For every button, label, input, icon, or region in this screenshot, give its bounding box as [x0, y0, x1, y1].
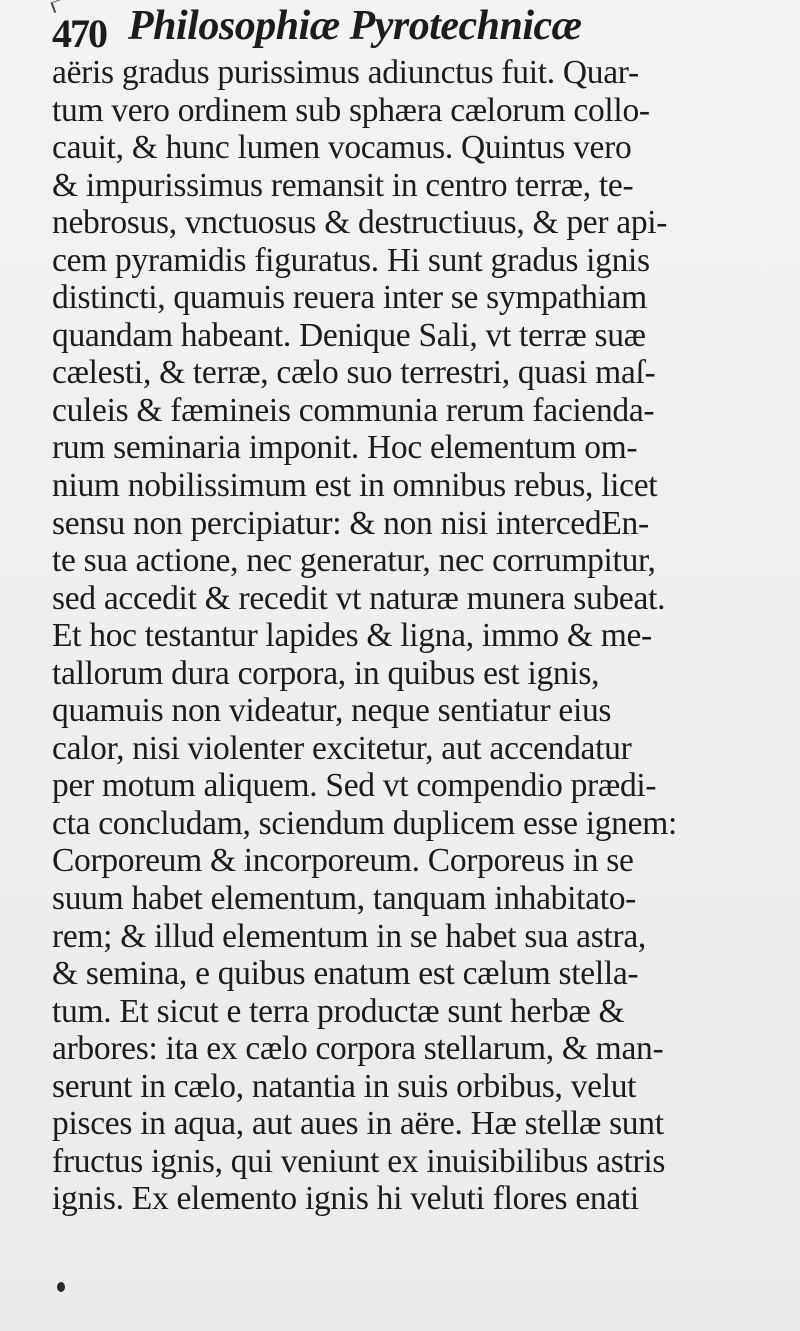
- text-line: & impurissimus remansit in centro terræ, te-: [52, 166, 634, 204]
- ink-blot: [57, 1282, 65, 1292]
- text-line: tum vero ordinem sub sphæra cælorum collo-: [52, 91, 650, 129]
- text-line: arbores: ita ex cælo corpora stellarum, & man-: [52, 1030, 664, 1068]
- text-line: sensu non percipiatur: & non nisi intercedEn-: [52, 504, 649, 542]
- page-header: [52, 2, 792, 54]
- text-line: cælesti, & terræ, cælo suo terrestri, quasi maſ-: [52, 354, 656, 392]
- text-line: culeis & fæmineis communia rerum facienda-: [52, 391, 655, 429]
- text-line: aëris gradus purissimus adiunctus fuit. Quar-: [52, 54, 639, 91]
- text-line: suum habet elementum, tanquam inhabitato-: [52, 880, 637, 918]
- text-line: Et hoc testantur lapides & ligna, immo & me-: [52, 617, 652, 655]
- text-line: ignis. Ex elemento ignis hi veluti flores enati: [52, 1180, 639, 1218]
- body-text: [52, 54, 796, 1218]
- text-line: rem; & illud elementum in se habet sua astra,: [52, 917, 646, 955]
- text-line: Corporeum & incorporeum. Corporeus in se: [52, 842, 634, 880]
- text-line: tum. Et sicut e terra productæ sunt herbæ &: [52, 992, 625, 1030]
- text-line: & semina, e quibus enatum est cælum stella-: [52, 955, 639, 993]
- text-line: nium nobilissimum est in omnibus rebus, licet: [52, 467, 658, 505]
- text-line: te sua actione, nec generatur, nec corrumpitur,: [52, 542, 656, 580]
- text-line: nebrosus, vnctuosus & destructiuus, & per api-: [52, 204, 668, 242]
- text-line: tallorum dura corpora, in quibus est ignis,: [52, 654, 600, 692]
- text-line: pisces in aqua, aut aues in aëre. Hæ stellæ sunt: [52, 1105, 664, 1143]
- text-line: cta concludam, sciendum duplicem esse ignem:: [52, 804, 677, 842]
- text-line: serunt in cælo, natantia in suis orbibus, velut: [52, 1067, 637, 1105]
- text-line: cauit, & hunc lumen vocamus. Quintus vero: [52, 129, 632, 167]
- text-line: rum seminaria imponit. Hoc elementum om-: [52, 429, 638, 467]
- text-line: fructus ignis, qui veniunt ex inuisibilibus astris: [52, 1142, 666, 1180]
- text-line: distincti, quamuis reuera inter se sympathiam: [52, 279, 647, 317]
- page-number: 470: [52, 11, 106, 56]
- text-line: per motum aliquem. Sed vt compendio prædi-: [52, 767, 657, 805]
- text-line: quamuis non videatur, neque sentiatur eius: [52, 692, 612, 730]
- text-line: calor, nisi violenter excitetur, aut accendatur: [52, 729, 632, 767]
- running-title: Philosophiæ Pyrotechnicæ: [128, 3, 582, 49]
- text-line: sed accedit & recedit vt naturæ munera subeat.: [52, 579, 666, 617]
- text-line: cem pyramidis figuratus. Hi sunt gradus ignis: [52, 241, 650, 279]
- text-line: quandam habeant. Denique Sali, vt terræ suæ: [52, 316, 646, 354]
